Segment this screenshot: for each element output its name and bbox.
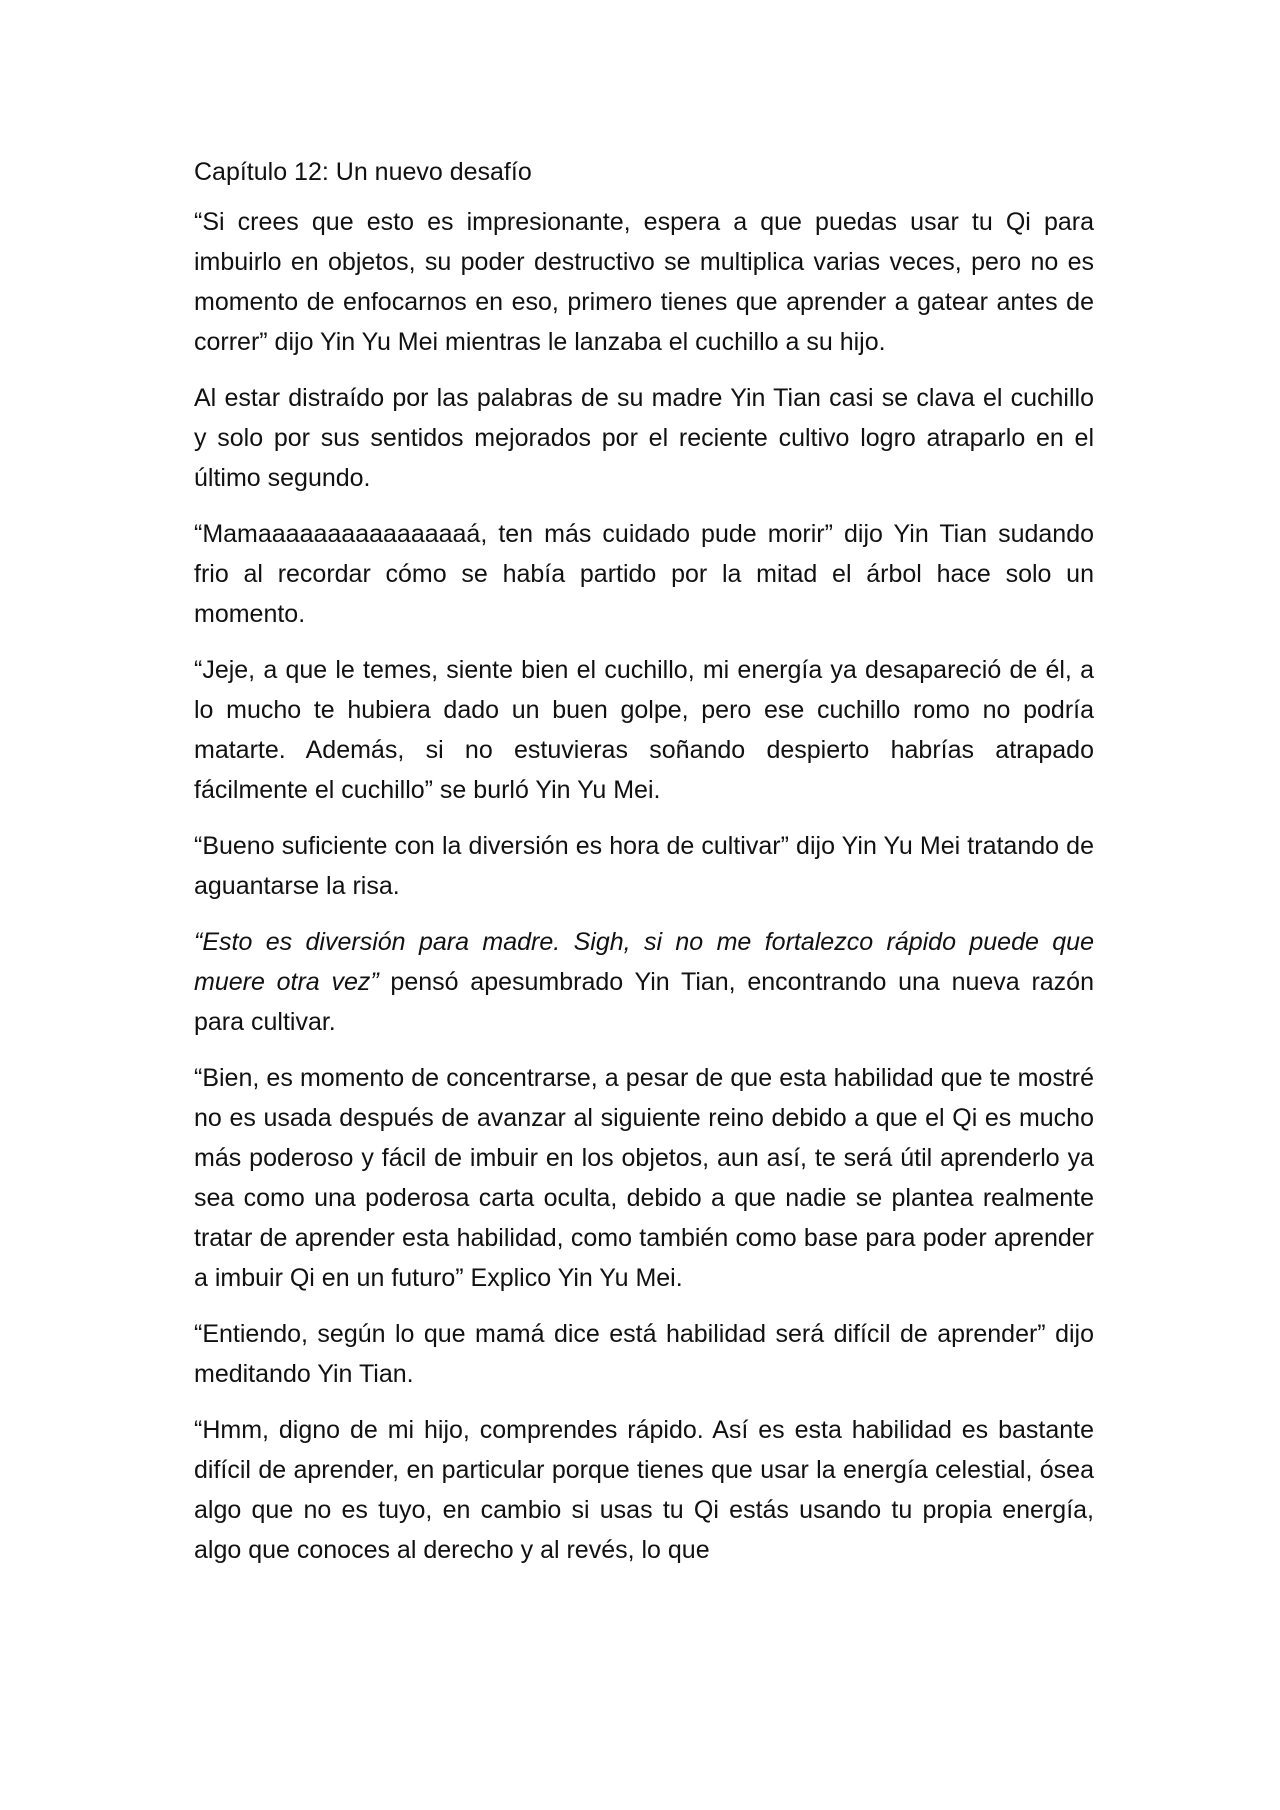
paragraph: “Si crees que esto es impresionante, espera a que puedas usar tu Qi para imbuirlo en objetos, su poder destructivo se multiplica varias veces, pero no es momento de enfocarnos en eso, primero tienes que aprender a gatear antes de correr” dijo Yin Yu Mei mientras le lanzaba el cuchillo a su hijo. (194, 208, 1094, 356)
paragraph: “Bien, es momento de concentrarse, a pesar de que esta habilidad que te mostré no es usada después de avanzar al siguiente reino debido a que el Qi es mucho más poderoso y fácil de imbuir en los objetos, aun así, te será útil aprenderlo ya sea como una poderosa carta oculta, debido a que nadie se plantea realmente tratar de aprender esta habilidad, como también como base para poder aprender a imbuir Qi en un futuro” Explico Yin Yu Mei. (194, 1064, 1094, 1292)
paragraph: “Jeje, a que le temes, siente bien el cuchillo, mi energía ya desapareció de él, a lo mucho te hubiera dado un buen golpe, pero ese cuchillo romo no podría matarte. Además, si no estuvieras soñando despierto habrías atrapado fácilmente el cuchillo” se burló Yin Yu Mei. (194, 656, 1094, 804)
paragraph: “Entiendo, según lo que mamá dice está habilidad será difícil de aprender” dijo meditando Yin Tian. (194, 1320, 1094, 1388)
chapter-title: Capítulo 12: Un nuevo desafío (194, 158, 532, 186)
thought-text: “Esto es diversión para madre. Sigh, si no me fortalezco rápido puede que muere otra vez” (194, 928, 1094, 996)
paragraph: Al estar distraído por las palabras de su madre Yin Tian casi se clava el cuchillo y solo por sus sentidos mejorados por el reciente cultivo logro atraparlo en el último segundo. (194, 384, 1094, 492)
paragraph: “Bueno suficiente con la diversión es hora de cultivar” dijo Yin Yu Mei tratando de aguantarse la risa. (194, 832, 1094, 900)
paragraph-thought (194, 922, 1094, 1042)
document-body (194, 152, 1094, 1586)
thought-narration: pensó apesumbrado Yin Tian, encontrando una nueva razón para cultivar. (194, 968, 1094, 1036)
paragraph: “Hmm, digno de mi hijo, comprendes rápido. Así es esta habilidad es bastante difícil de aprender, en particular porque tienes que usar la energía celestial, ósea algo que no es tuyo, en cambio si usas tu Qi estás usando tu propia energía, algo que conoces al derecho y al revés, lo que (194, 1416, 1094, 1564)
paragraph: “Mamaaaaaaaaaaaaaaaá, ten más cuidado pude morir” dijo Yin Tian sudando frio al recordar cómo se había partido por la mitad el árbol hace solo un momento. (194, 520, 1094, 628)
